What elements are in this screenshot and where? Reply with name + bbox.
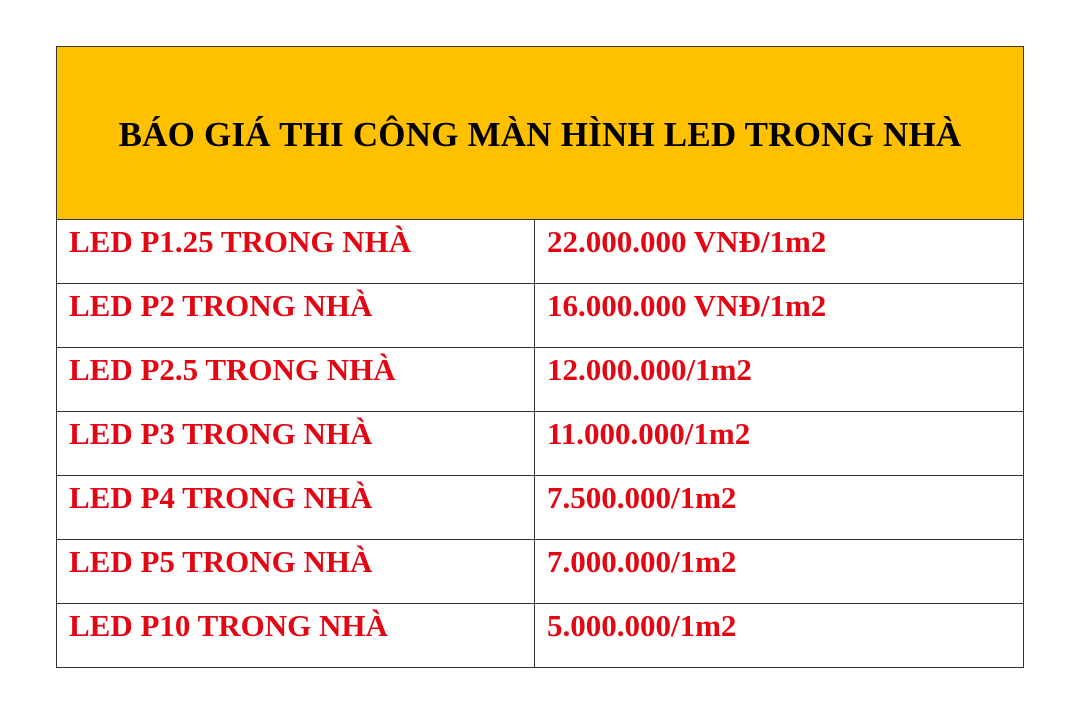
product-price: 7.000.000/1m2 <box>547 544 737 579</box>
product-price: 11.000.000/1m2 <box>547 416 751 451</box>
table-title: BÁO GIÁ THI CÔNG MÀN HÌNH LED TRONG NHÀ <box>118 115 962 154</box>
table-title-cell <box>57 47 1024 220</box>
price-cell <box>535 220 1024 284</box>
product-cell <box>57 348 535 412</box>
table-row <box>57 476 1024 540</box>
price-cell <box>535 604 1024 668</box>
product-price: 5.000.000/1m2 <box>547 608 737 643</box>
product-price: 16.000.000 VNĐ/1m2 <box>547 288 827 323</box>
product-name: LED P10 TRONG NHÀ <box>69 608 388 643</box>
table-row <box>57 220 1024 284</box>
price-cell <box>535 540 1024 604</box>
price-cell <box>535 284 1024 348</box>
table-row <box>57 348 1024 412</box>
table-header-row <box>57 47 1024 220</box>
price-table <box>56 46 1024 668</box>
product-price: 7.500.000/1m2 <box>547 480 737 515</box>
product-price: 12.000.000/1m2 <box>547 352 752 387</box>
product-name: LED P3 TRONG NHÀ <box>69 416 373 451</box>
table-row <box>57 412 1024 476</box>
product-cell <box>57 540 535 604</box>
price-cell <box>535 412 1024 476</box>
price-cell <box>535 348 1024 412</box>
product-cell <box>57 284 535 348</box>
price-cell <box>535 476 1024 540</box>
table-row <box>57 540 1024 604</box>
product-cell <box>57 220 535 284</box>
product-name: LED P1.25 TRONG NHÀ <box>69 224 412 259</box>
table-row <box>57 604 1024 668</box>
product-name: LED P2 TRONG NHÀ <box>69 288 373 323</box>
product-name: LED P4 TRONG NHÀ <box>69 480 373 515</box>
product-cell <box>57 476 535 540</box>
product-price: 22.000.000 VNĐ/1m2 <box>547 224 827 259</box>
table-row <box>57 284 1024 348</box>
product-name: LED P5 TRONG NHÀ <box>69 544 373 579</box>
product-name: LED P2.5 TRONG NHÀ <box>69 352 396 387</box>
product-cell <box>57 412 535 476</box>
product-cell <box>57 604 535 668</box>
